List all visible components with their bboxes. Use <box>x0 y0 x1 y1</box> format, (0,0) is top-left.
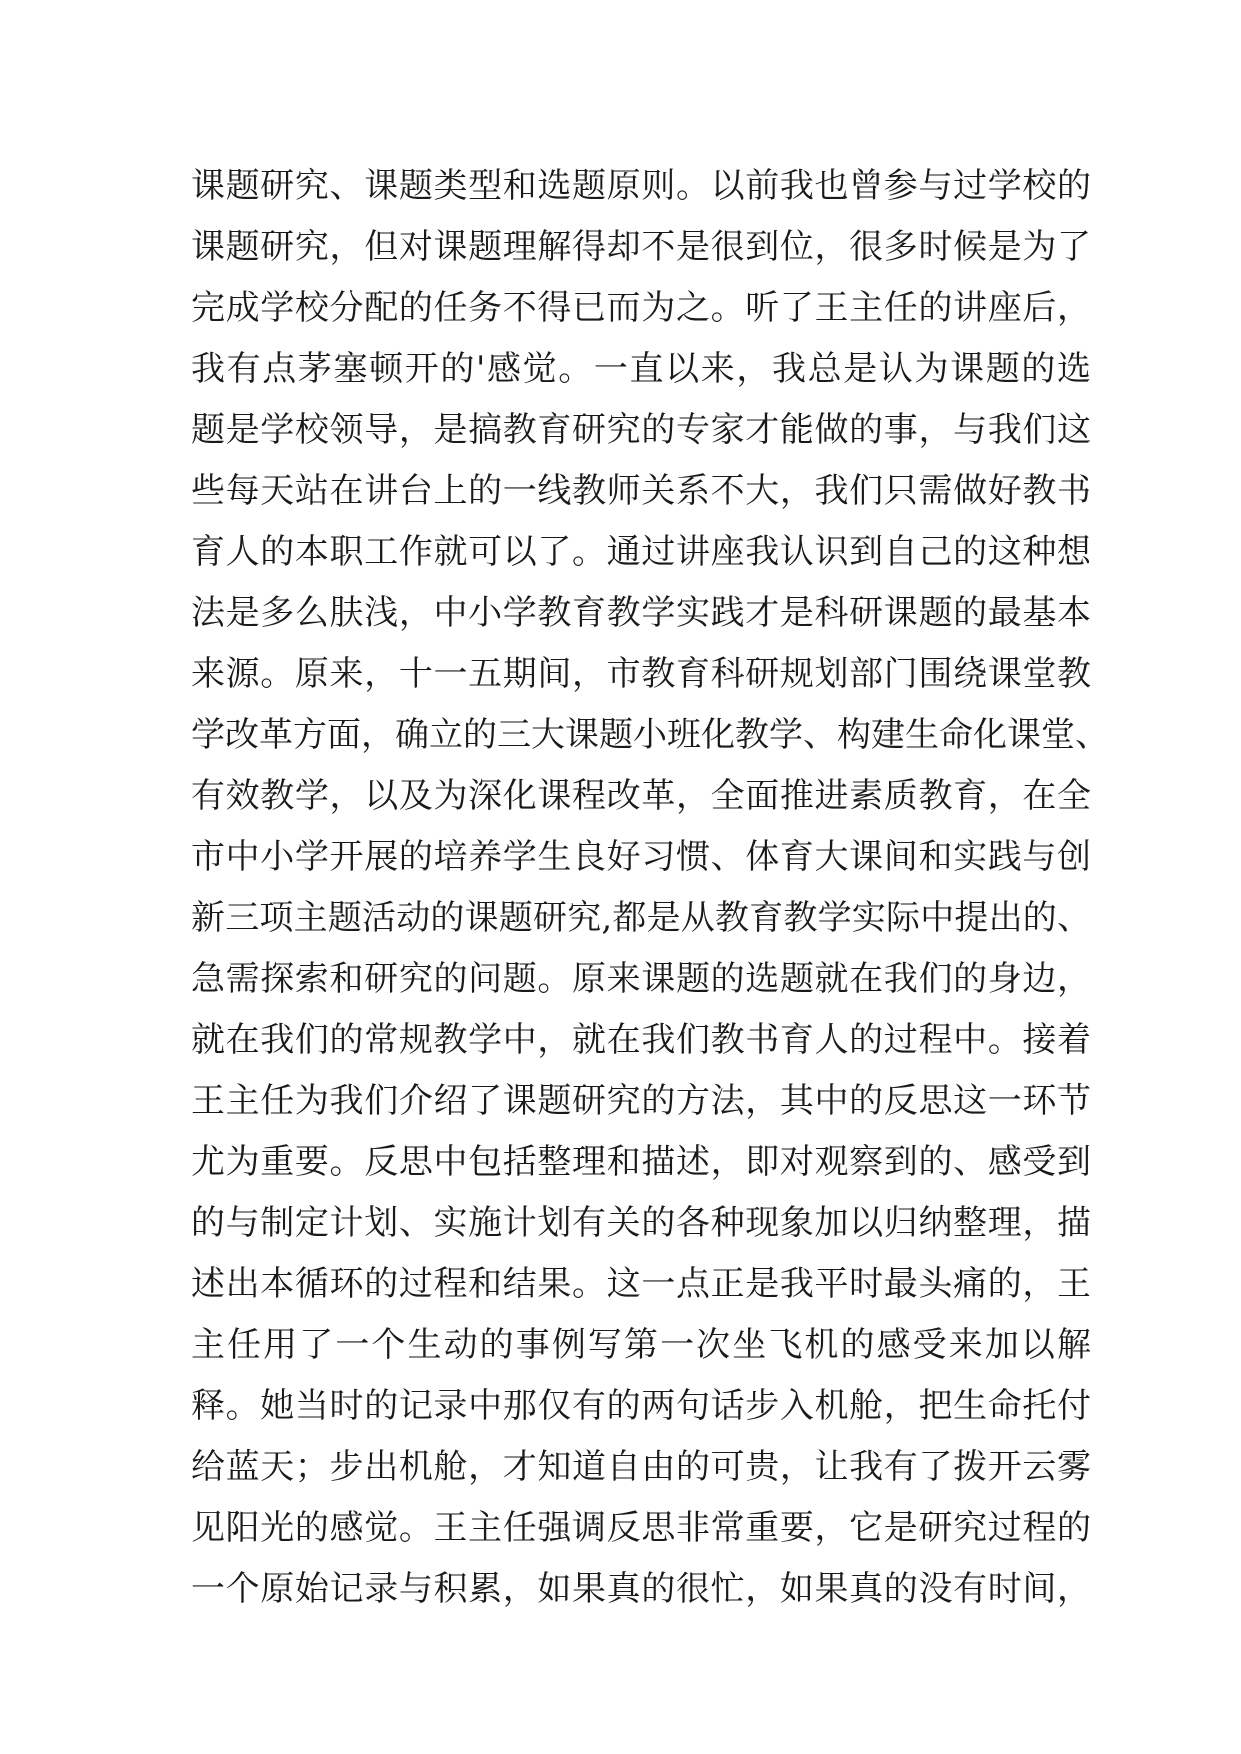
text-line: 主任用了一个生动的事例写第一次坐飞机的感受来加以解 <box>191 1325 1091 1365</box>
text-line: 来源。原来，十一五期间，市教育科研规划部门围绕课堂教 <box>191 654 1091 694</box>
text-line: 一个原始记录与积累，如果真的很忙，如果真的没有时间， <box>191 1569 1091 1609</box>
text-line: 些每天站在讲台上的一线教师关系不大，我们只需做好教书 <box>191 471 1091 511</box>
text-line: 课题研究，但对课题理解得却不是很到位，很多时候是为了 <box>191 227 1091 267</box>
text-line: 课题研究、课题类型和选题原则。以前我也曾参与过学校的 <box>191 166 1091 206</box>
text-line: 题是学校领导，是搞教育研究的专家才能做的事，与我们这 <box>191 410 1091 450</box>
text-line: 述出本循环的过程和结果。这一点正是我平时最头痛的，王 <box>191 1264 1091 1304</box>
text-line: 有效教学，以及为深化课程改革，全面推进素质教育，在全 <box>191 776 1091 816</box>
text-line: 我有点茅塞顿开的'感觉。一直以来，我总是认为课题的选 <box>191 349 1091 389</box>
text-line: 见阳光的感觉。王主任强调反思非常重要，它是研究过程的 <box>191 1508 1091 1548</box>
text-line: 法是多么肤浅，中小学教育教学实践才是科研课题的最基本 <box>191 593 1091 633</box>
text-line: 给蓝天；步出机舱，才知道自由的可贵，让我有了拨开云雾 <box>191 1447 1091 1487</box>
text-line: 的与制定计划、实施计划有关的各种现象加以归纳整理，描 <box>191 1203 1091 1243</box>
text-line: 学改革方面，确立的三大课题小班化教学、构建生命化课堂、 <box>191 715 1109 755</box>
text-line: 释。她当时的记录中那仅有的两句话步入机舱，把生命托付 <box>191 1386 1091 1426</box>
text-line: 急需探索和研究的问题。原来课题的选题就在我们的身边， <box>191 959 1091 999</box>
text-line: 育人的本职工作就可以了。通过讲座我认识到自己的这种想 <box>191 532 1091 572</box>
text-line: 尤为重要。反思中包括整理和描述，即对观察到的、感受到 <box>191 1142 1091 1182</box>
text-line: 市中小学开展的培养学生良好习惯、体育大课间和实践与创 <box>191 837 1091 877</box>
body-paragraph <box>191 156 1109 1620</box>
text-line: 王主任为我们介绍了课题研究的方法，其中的反思这一环节 <box>191 1081 1091 1121</box>
text-line: 就在我们的常规教学中，就在我们教书育人的过程中。接着 <box>191 1020 1091 1060</box>
text-line: 新三项主题活动的课题研究,都是从教育教学实际中提出的、 <box>191 898 1091 938</box>
text-line: 完成学校分配的任务不得已而为之。听了王主任的讲座后， <box>191 288 1091 328</box>
